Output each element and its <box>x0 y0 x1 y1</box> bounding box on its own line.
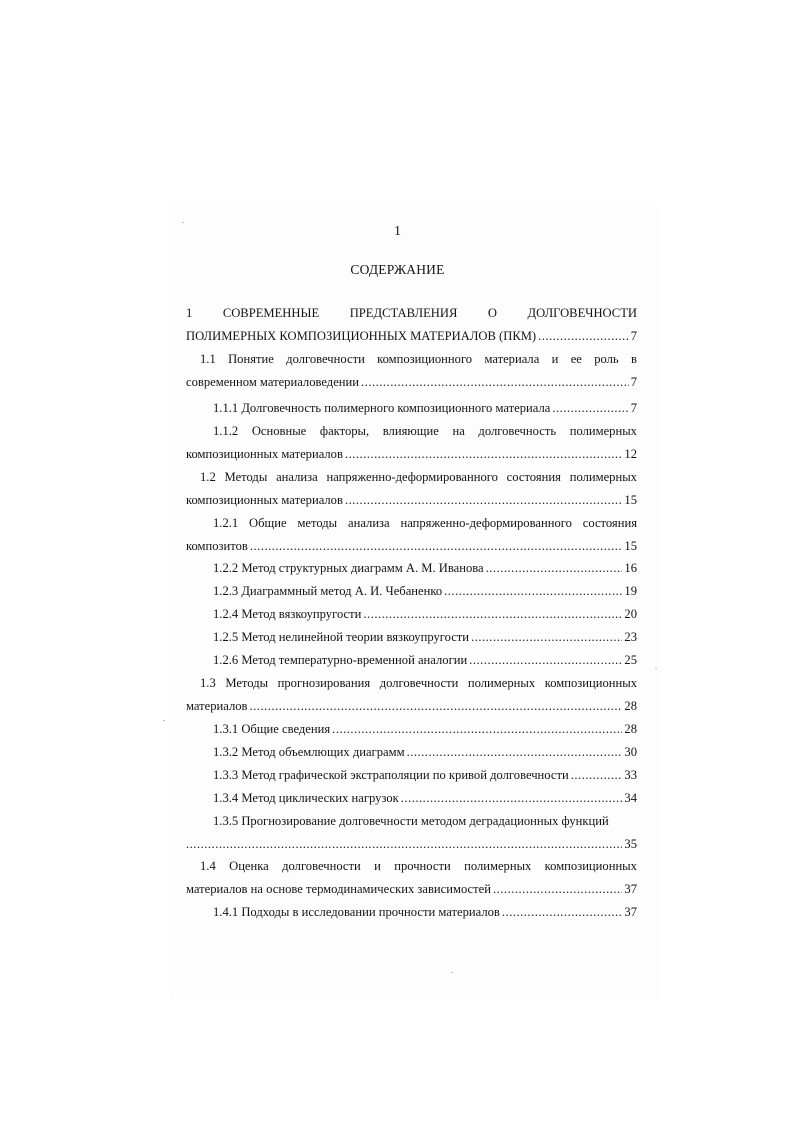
toc-word: влияющие <box>382 424 439 438</box>
toc-entry-line <box>186 348 637 371</box>
toc-entry-1-3[interactable] <box>186 672 637 718</box>
toc-word: Общие <box>249 516 287 530</box>
toc-word: долговечность <box>478 424 557 438</box>
toc-entry-label: 1.2.4 Метод вязкоупругости <box>213 607 362 621</box>
toc-word: полимерных <box>467 676 536 690</box>
toc-word: 1.1 <box>200 352 216 366</box>
dot-leader <box>444 580 622 603</box>
toc-word: Методы <box>225 676 269 690</box>
toc-page-number: 33 <box>624 768 637 782</box>
toc-entry-label: 1.1.1 Долговечность полимерного композиционного материала <box>213 401 551 415</box>
toc-entry-line <box>186 603 637 626</box>
toc-entry-line <box>186 695 637 718</box>
toc-page-number: 15 <box>624 539 637 553</box>
toc-page-number: 19 <box>624 584 637 598</box>
toc-entry-label: современном материаловедении <box>186 375 360 389</box>
toc-entry-1-2-6[interactable] <box>186 649 637 672</box>
dot-leader <box>502 901 623 924</box>
toc-entry-line <box>186 420 637 443</box>
page-number: 1 <box>394 224 401 239</box>
toc-entry-label: 1.2.2 Метод структурных диаграмм А. М. Иванова <box>213 561 484 575</box>
toc-page-number: 28 <box>624 699 637 713</box>
toc-entry-line <box>186 718 637 741</box>
toc-entry-1-1-1[interactable] <box>186 397 637 420</box>
toc-entry-line <box>186 512 637 535</box>
toc-entry-1-3-1[interactable] <box>186 718 637 741</box>
toc-entry-line <box>186 833 637 856</box>
toc-word: на <box>452 424 465 438</box>
toc-entry-line <box>186 649 637 672</box>
toc-page-number: 7 <box>630 329 637 343</box>
dot-leader <box>345 443 622 466</box>
toc-entry-label: композиционных материалов <box>186 447 343 461</box>
scan-speck <box>182 222 184 223</box>
toc-word: долговечности <box>286 352 365 366</box>
toc-entry-1[interactable] <box>186 302 637 348</box>
toc-word: анализа <box>276 470 318 484</box>
toc-word: композиционных <box>544 676 637 690</box>
toc-word: композиционных <box>544 859 637 873</box>
toc-word: 1.3 <box>200 676 216 690</box>
toc-entry-1-3-4[interactable] <box>186 787 637 810</box>
toc-entry-1-1-2[interactable] <box>186 420 637 466</box>
toc-page-number: 30 <box>624 745 637 759</box>
toc-entry-line <box>186 371 637 394</box>
dot-leader <box>493 878 622 901</box>
toc-word: роль <box>594 352 619 366</box>
toc-entry-line <box>186 901 637 924</box>
toc-entry-1-1[interactable] <box>186 348 637 394</box>
toc-word: долговечности <box>379 676 459 690</box>
toc-entry-line <box>186 489 637 512</box>
scan-speck <box>655 668 657 669</box>
toc-word: О <box>487 306 497 320</box>
toc-entry-line <box>186 580 637 603</box>
toc-entry-1-4[interactable] <box>186 855 637 901</box>
toc-word: 1.2 <box>200 470 216 484</box>
toc-entry-line <box>186 325 637 348</box>
toc-word: полимерных <box>569 470 637 484</box>
dot-leader <box>361 371 629 394</box>
toc-entry-1-3-3[interactable] <box>186 764 637 787</box>
toc-word: прочности <box>394 859 451 873</box>
toc-entry-line <box>186 787 637 810</box>
toc-entry-label: 1.4.1 Подходы в исследовании прочности материалов <box>213 905 500 919</box>
dot-leader <box>186 833 622 856</box>
toc-word: СОВРЕМЕННЫЕ <box>222 306 320 320</box>
toc-word: факторы, <box>319 424 370 438</box>
toc-entry-label: 1.3.3 Метод графической экстраполяции по кривой долговечности <box>213 768 569 782</box>
toc-entry-label: 1.2.6 Метод температурно-временной аналогии <box>213 653 468 667</box>
toc-entry-1-2[interactable] <box>186 466 637 512</box>
toc-page-number: 34 <box>624 791 637 805</box>
dot-leader <box>571 764 623 787</box>
toc-page-number: 15 <box>624 493 637 507</box>
dot-leader <box>250 695 623 718</box>
toc-entry-label: материалов <box>186 699 248 713</box>
toc-entry-label: композиционных материалов <box>186 493 343 507</box>
toc-word: 1.4 <box>200 859 216 873</box>
toc-page-number: 37 <box>624 905 637 919</box>
toc-entry-line <box>186 764 637 787</box>
toc-entry-label: композитов <box>186 539 248 553</box>
dot-leader <box>538 325 629 348</box>
scan-speck <box>451 972 453 973</box>
toc-word: состояния <box>506 470 561 484</box>
toc-entry-1-3-5[interactable] <box>186 810 637 856</box>
toc-word: 1.2.1 <box>213 516 239 530</box>
toc-entry-line <box>186 535 637 558</box>
toc-entry-1-3-2[interactable] <box>186 741 637 764</box>
toc-page-number: 35 <box>624 837 637 851</box>
toc-entry-line <box>186 855 637 878</box>
toc-page-number: 7 <box>630 401 637 415</box>
dot-leader <box>363 603 622 626</box>
toc-word: долговечности <box>282 859 361 873</box>
toc-entry-1-2-5[interactable] <box>186 626 637 649</box>
dot-leader <box>552 397 628 420</box>
toc-page-number: 28 <box>624 722 637 736</box>
toc-word: Понятие <box>228 352 274 366</box>
toc-word: 1 <box>186 306 193 320</box>
toc-word: и <box>374 859 381 873</box>
toc-page-number: 12 <box>624 447 637 461</box>
toc-word: методы <box>297 516 338 530</box>
toc-word: ДОЛГОВЕЧНОСТИ <box>527 306 637 320</box>
toc-entry-line <box>186 557 637 580</box>
toc-entry-label: 1.3.1 Общие сведения <box>213 722 331 736</box>
toc-word: напряженно-деформированного <box>400 516 572 530</box>
toc-word: Оценка <box>229 859 269 873</box>
dot-leader <box>332 718 622 741</box>
toc-page-number: 25 <box>624 653 637 667</box>
toc-word: полимерных <box>569 424 637 438</box>
toc-word: полимерных <box>464 859 532 873</box>
toc-entry-1-2-3[interactable] <box>186 580 637 603</box>
toc-word: состояния <box>582 516 637 530</box>
toc-word: композиционного <box>377 352 473 366</box>
scan-speck <box>163 720 165 721</box>
toc-entry-line <box>186 443 637 466</box>
toc-page-number: 20 <box>624 607 637 621</box>
toc-word: 1.1.2 <box>213 424 239 438</box>
toc-entry-line <box>186 741 637 764</box>
toc-entry-label: 1.3.4 Метод циклических нагрузок <box>213 791 399 805</box>
toc-entry-1-2-2[interactable] <box>186 557 637 580</box>
toc-entry-1-4-1[interactable] <box>186 901 637 924</box>
toc-word: в <box>631 352 637 366</box>
dot-leader <box>471 626 622 649</box>
toc-word: Методы <box>224 470 268 484</box>
dot-leader <box>486 557 623 580</box>
toc-entry-label: 1.3.5 Прогнозирование долговечности методом деградационных функций <box>213 814 609 828</box>
dot-leader <box>469 649 622 672</box>
toc-entry-line <box>186 397 637 420</box>
dot-leader <box>401 787 623 810</box>
toc-word: ПРЕДСТАВЛЕНИЯ <box>349 306 458 320</box>
dot-leader <box>250 535 623 558</box>
toc-entry-label: материалов на основе термодинамических зависимостей <box>186 882 491 896</box>
toc-entry-line <box>186 302 637 325</box>
toc-entry-1-2-4[interactable] <box>186 603 637 626</box>
dot-leader <box>407 741 623 764</box>
toc-entry-label: 1.2.5 Метод нелинейной теории вязкоупругости <box>213 630 470 644</box>
toc-word: материала <box>484 352 540 366</box>
dot-leader <box>345 489 622 512</box>
toc-word: анализа <box>348 516 390 530</box>
toc-entry-line <box>186 626 637 649</box>
toc-word: и <box>551 352 559 366</box>
toc-word: Основные <box>251 424 307 438</box>
page-title: СОДЕРЖАНИЕ <box>350 262 445 277</box>
toc-entry-label: ПОЛИМЕРНЫХ КОМПОЗИЦИОННЫХ МАТЕРИАЛОВ (ПКМ) <box>186 329 537 343</box>
toc-entry-label: 1.3.2 Метод объемлющих диаграмм <box>213 745 405 759</box>
toc-word: прогнозирования <box>277 676 371 690</box>
toc-word: ее <box>570 352 582 366</box>
toc-word: напряженно-деформированного <box>326 470 498 484</box>
toc-page-number: 7 <box>630 375 637 389</box>
toc-page-number: 16 <box>624 561 637 575</box>
toc-entry-line <box>186 466 637 489</box>
toc-entry-label: 1.2.3 Диаграммный метод А. И. Чебаненко <box>213 584 443 598</box>
toc-entry-line <box>186 878 637 901</box>
toc-page-number: 37 <box>624 882 637 896</box>
toc-page-number: 23 <box>624 630 637 644</box>
toc-entry-line <box>186 672 637 695</box>
toc-entry-1-2-1[interactable] <box>186 512 637 558</box>
